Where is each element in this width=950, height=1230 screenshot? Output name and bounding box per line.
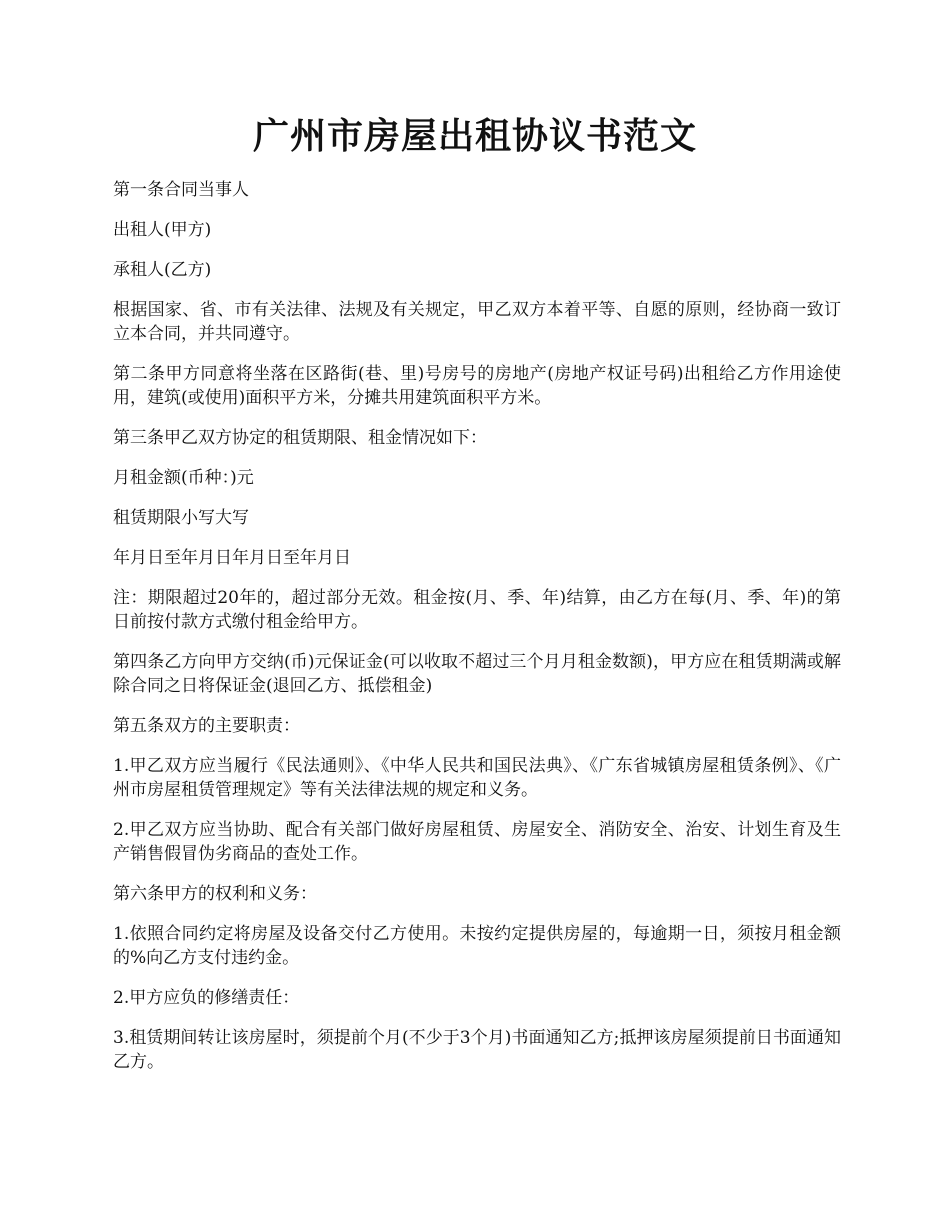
clause-3-heading: 第三条甲乙双方协定的租赁期限、租金情况如下： [113, 428, 487, 448]
document-body [113, 178, 841, 1090]
clause-6-item-2: 2.甲方应负的修缮责任： [113, 988, 300, 1008]
note-paragraph: 注：期限超过20年的，超过部分无效。租金按(月、季、年)结算，由乙方在每(月、季、年)的第日前按付款方式缴付租金给甲方。 [113, 588, 841, 632]
lessor-line: 出租人(甲方) [113, 220, 212, 240]
clause-5-heading: 第五条双方的主要职责： [113, 716, 300, 736]
clause-6-item-1: 1.依照合同约定将房屋及设备交付乙方使用。未按约定提供房屋的，每逾期一日，须按月租金额的%向乙方支付违约金。 [113, 924, 841, 968]
clause-5-item-1: 1.甲乙双方应当履行《民法通则》、《中华人民共和国民法典》、《广东省城镇房屋租赁条例》、《广州市房屋租赁管理规定》等有关法律法规的规定和义务。 [113, 756, 841, 800]
clause-1-heading: 第一条合同当事人 [113, 180, 249, 200]
date-range-line: 年月日至年月日年月日至年月日 [113, 548, 351, 568]
document-title: 广州市房屋出租协议书范文 [252, 115, 697, 157]
preamble-paragraph: 根据国家、省、市有关法律、法规及有关规定，甲乙双方本着平等、自愿的原则，经协商一致订立本合同，并共同遵守。 [113, 300, 841, 344]
lease-term-line: 租赁期限小写大写 [113, 508, 249, 528]
clause-6-heading: 第六条甲方的权利和义务： [113, 884, 317, 904]
monthly-rent-line: 月租金额(币种：)元 [113, 468, 254, 488]
clause-4-paragraph: 第四条乙方向甲方交纳(币)元保证金(可以收取不超过三个月月租金数额)，甲方应在租赁期满或解除合同之日将保证金(退回乙方、抵偿租金) [113, 652, 841, 696]
clause-6-item-3: 3.租赁期间转让该房屋时，须提前个月(不少于3个月)书面通知乙方;抵押该房屋须提前日书面通知乙方。 [113, 1028, 841, 1072]
clause-5-item-2: 2.甲乙双方应当协助、配合有关部门做好房屋租赁、房屋安全、消防安全、治安、计划生育及生产销售假冒伪劣商品的查处工作。 [113, 820, 841, 864]
clause-2-paragraph: 第二条甲方同意将坐落在区路街(巷、里)号房号的房地产(房地产权证号码)出租给乙方作用途使用，建筑(或使用)面积平方米，分摊共用建筑面积平方米。 [113, 364, 841, 408]
lessee-line: 承租人(乙方) [113, 260, 212, 280]
